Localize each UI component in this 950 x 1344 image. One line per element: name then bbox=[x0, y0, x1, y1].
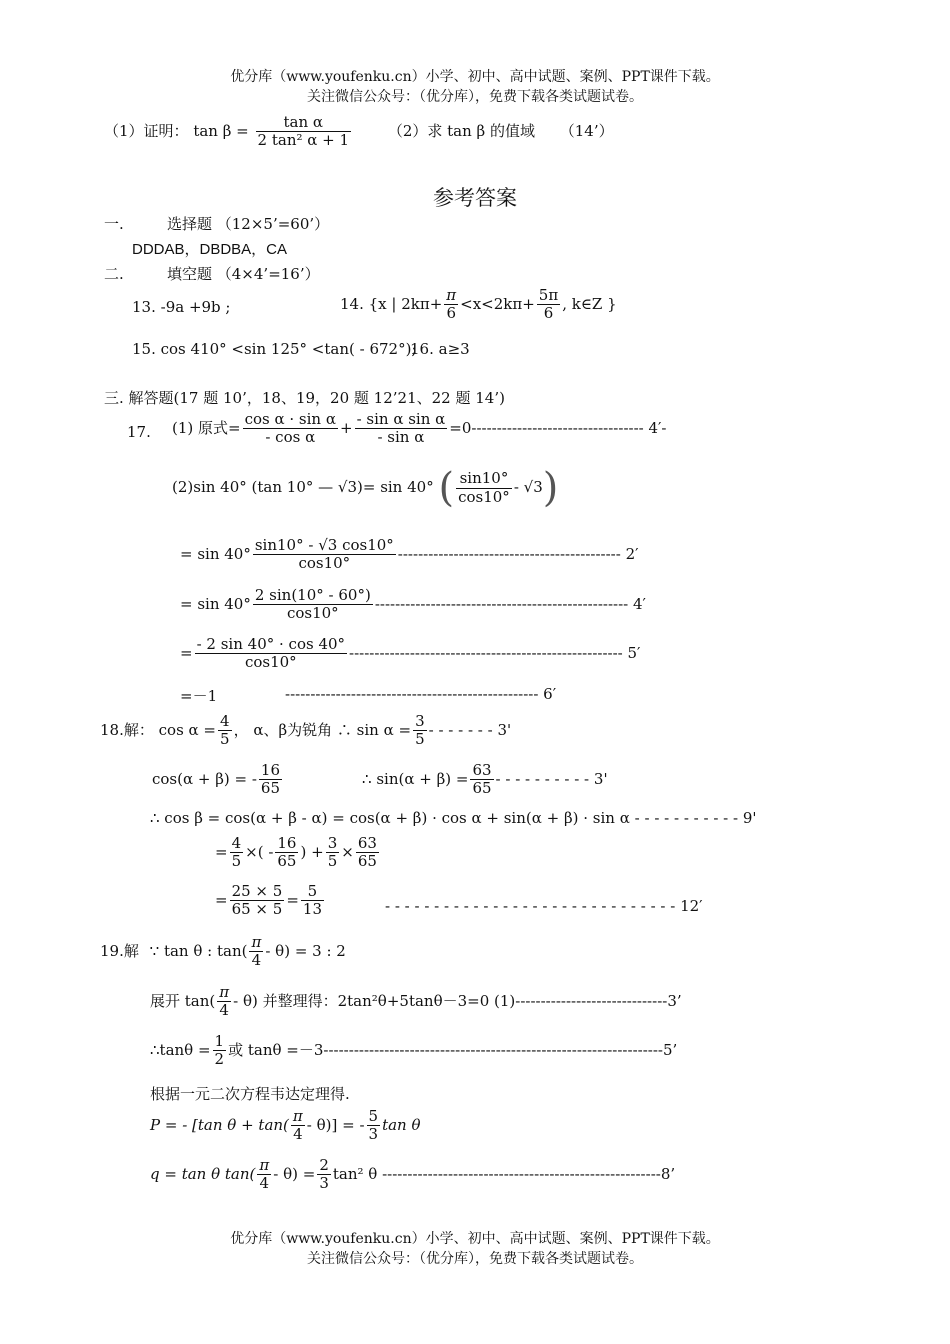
q18-l5-tail: - - - - - - - - - - - - - - - - - - - - - - - - - - - - - - 12′ bbox=[385, 897, 703, 915]
q18-l1-den: 5 bbox=[220, 730, 230, 749]
q19-line-5 bbox=[150, 1108, 421, 1144]
left-paren-icon: ( bbox=[438, 465, 455, 511]
section-2-text: 填空题 （4×4’=16’） bbox=[167, 265, 320, 283]
q17-p2-f-num: sin10° bbox=[456, 470, 512, 488]
q18-l2-b: ∴ sin(α + β) = bbox=[362, 769, 469, 788]
footer-line-2: 关注微信公众号：（优分库），免费下载各类试题试卷。 bbox=[307, 1251, 643, 1267]
q17-s3-den: cos10° bbox=[244, 653, 297, 672]
q17-p1-f2-num: - sin α sin α bbox=[356, 410, 446, 428]
section-1-label: 一. bbox=[104, 215, 124, 233]
q18-l4-n3: 3 bbox=[327, 834, 338, 852]
q22-part2: （2）求 tan β 的值域 bbox=[387, 121, 535, 140]
q17-s1-frac bbox=[253, 537, 396, 573]
q18-l5-frac-1 bbox=[230, 883, 285, 919]
q17-s2-tail: -------------------------------------------------- 4′ bbox=[374, 594, 646, 613]
q18-l4-d1: 5 bbox=[231, 852, 242, 871]
q19-l2-num: π bbox=[219, 983, 230, 1001]
q19-l6-frac-2 bbox=[317, 1157, 331, 1193]
q14-f2-den: 6 bbox=[543, 304, 554, 323]
q22-fraction-num: tan α bbox=[256, 114, 352, 132]
q18-l4-frac-4 bbox=[356, 835, 379, 871]
q19-line-3 bbox=[150, 1033, 677, 1069]
q19-line-4: 根据一元二次方程韦达定理得. bbox=[150, 1085, 350, 1103]
q19-l6-b: - θ) = bbox=[273, 1164, 316, 1183]
q19-l6-den2: 3 bbox=[319, 1174, 329, 1193]
q19-l3-frac bbox=[213, 1033, 227, 1069]
q18-l4-d4: 65 bbox=[357, 852, 377, 871]
q14-f1-num: π bbox=[446, 286, 457, 304]
q17-p2-prefix: (2)sin 40° (tan 10° — √3)= sin 40° bbox=[172, 478, 434, 496]
q19-l2-den: 4 bbox=[219, 1001, 229, 1020]
q17-step-4-tail: -------------------------------------------------- 6′ bbox=[285, 685, 557, 703]
q19-l1-b: - θ) = 3 : 2 bbox=[265, 941, 346, 960]
q18-l4-d2: 65 bbox=[277, 852, 297, 871]
q14-frac-2 bbox=[537, 287, 560, 323]
q17-s2-prefix: = sin 40° bbox=[180, 594, 251, 613]
q18-l2-den: 65 bbox=[260, 779, 281, 798]
q19-l6-den: 4 bbox=[259, 1174, 270, 1193]
q19-l3-a: ∴tanθ = bbox=[150, 1040, 211, 1059]
q19-l5-num2: 5 bbox=[368, 1107, 379, 1125]
footer-line-1: 优分库（www.youfenku.cn）小学、初中、高中试题、案例、PPT课件下载。 bbox=[230, 1231, 720, 1247]
q19-l2-frac bbox=[217, 984, 231, 1020]
q17-p1-prefix: (1) 原式= bbox=[172, 418, 241, 437]
q19-l6-num: π bbox=[259, 1156, 270, 1174]
header-line-2: 关注微信公众号：（优分库），免费下载各类试题试卷。 bbox=[307, 89, 643, 105]
q18-l5-d2: 13 bbox=[302, 900, 322, 919]
q17-p1-result: =0---------------------------------- 4′- bbox=[449, 418, 667, 437]
q17-p2-tail: - √3 bbox=[513, 478, 543, 496]
q18-l2-tail: - - - - - - - - - - 3' bbox=[495, 769, 608, 788]
q22-part1-prefix: （1）证明： bbox=[104, 121, 189, 140]
q18-label: 18.解： bbox=[100, 720, 154, 739]
q19-l3-den: 2 bbox=[214, 1050, 225, 1069]
q17-label: 17. bbox=[127, 423, 151, 441]
q19-label: 19.解 bbox=[100, 941, 139, 960]
q18-l5-n2: 5 bbox=[301, 883, 324, 901]
section-2-label: 二. bbox=[104, 265, 124, 283]
q18-l5-b: = bbox=[286, 890, 299, 909]
q19-l6-c: tan² θ -------------------------------------------------------8’ bbox=[332, 1164, 676, 1183]
q19-l1-den: 4 bbox=[251, 951, 262, 970]
q18-l1-a: cos α = bbox=[158, 720, 217, 739]
q19-l5-den: 4 bbox=[293, 1125, 303, 1144]
q18-l2-num: 16 bbox=[260, 761, 281, 779]
q19-l2-a: 展开 tan( bbox=[150, 991, 216, 1010]
q22-fraction-den: 2 tan² α + 1 bbox=[257, 131, 350, 150]
q17-p2-frac bbox=[456, 470, 512, 506]
q18-l4-n1: 4 bbox=[231, 834, 242, 852]
q17-p1-f1-num: cos α · sin α bbox=[244, 410, 336, 428]
q19-l5-frac-1 bbox=[291, 1108, 305, 1144]
q17-s1-num: sin10° - √3 cos10° bbox=[254, 536, 394, 554]
fill-q16: 16. a≥3 bbox=[410, 340, 470, 358]
q18-l2-a: cos(α + β) = - bbox=[152, 769, 257, 788]
q17-s2-frac bbox=[253, 587, 373, 623]
q19-l5-num: π bbox=[292, 1107, 303, 1125]
q19-line-2 bbox=[150, 984, 682, 1020]
q18-l4-frac-3 bbox=[326, 835, 340, 871]
q14-f1-den: 6 bbox=[446, 304, 456, 323]
q19-l1-frac bbox=[249, 934, 263, 970]
q18-l1-b: ， α、β为锐角 ∴ sin α = bbox=[233, 720, 412, 739]
q18-l2-frac-1 bbox=[259, 762, 282, 798]
section-3-text: 三. 解答题(17 题 10’，18、19，20 题 12’21、22 题 14’) bbox=[104, 389, 505, 407]
q19-l2-b: - θ) 并整理得：2tan²θ+5tanθ－3=0 (1)------------------------------3’ bbox=[233, 991, 682, 1010]
q17-s1-den: cos10° bbox=[298, 554, 351, 573]
choice-answers: DDDAB，DBDBA，CA bbox=[132, 241, 288, 258]
right-paren-icon: ) bbox=[542, 465, 559, 511]
q17-s2-num: 2 sin(10° - 60°) bbox=[254, 586, 371, 604]
q18-l4-c: ) + bbox=[300, 842, 324, 861]
q17-step-2 bbox=[180, 587, 646, 623]
q14-frac-1 bbox=[444, 287, 458, 323]
fill-q13: 13. -9a +9b ; bbox=[132, 298, 231, 316]
q19-l1-a: ∵ tan θ : tan( bbox=[149, 941, 248, 960]
q18-l2-frac-2 bbox=[470, 762, 493, 798]
q14-mid: <x<2kπ+ bbox=[460, 294, 535, 313]
q14-suffix: , k∈Z } bbox=[562, 294, 617, 313]
fill-q15: 15. cos 410° <sin 125° <tan( - 672°); bbox=[132, 340, 417, 358]
q19-l6-a: q = tan θ tan( bbox=[150, 1164, 256, 1183]
q18-l3-tail: - - - - - - - - - - - 9' bbox=[634, 809, 757, 827]
q14-prefix: 14. {x | 2kπ+ bbox=[340, 294, 443, 313]
q19-l5-a: P = - [tan θ + tan( bbox=[150, 1115, 289, 1134]
q19-line-1 bbox=[100, 934, 346, 970]
q18-l2-num2: 63 bbox=[472, 761, 492, 779]
q17-step-1 bbox=[180, 537, 639, 573]
q18-l5-frac-2 bbox=[301, 883, 324, 919]
q18-line-2 bbox=[152, 762, 608, 798]
q17-s3-frac bbox=[195, 636, 347, 672]
q19-l5-den2: 3 bbox=[368, 1125, 379, 1144]
answer-title bbox=[0, 182, 950, 212]
q18-l4-a: = bbox=[215, 842, 228, 861]
section-1-text: 选择题 （12×5’=60’） bbox=[167, 215, 330, 233]
answer-title-text: 参考答案 bbox=[433, 186, 517, 210]
q18-l5-a: = bbox=[215, 890, 228, 909]
q18-l4-frac-2 bbox=[275, 835, 298, 871]
q18-l1-frac-1 bbox=[218, 713, 232, 749]
q22-lhs: tan β = bbox=[193, 121, 249, 140]
q19-l3-b: 或 tanθ =－3-------------------------------------------------------------------5’ bbox=[228, 1040, 678, 1059]
q22-line bbox=[104, 114, 614, 150]
q18-line-4 bbox=[215, 835, 381, 871]
q18-l3: ∴ cos β = cos(α + β - α) = cos(α + β) · cos α + sin(α + β) · sin α bbox=[150, 809, 630, 827]
q19-l5-b: - θ)] = - bbox=[306, 1115, 365, 1134]
q17-p1-f2-den: - sin α bbox=[377, 428, 425, 447]
q18-l4-d3: 5 bbox=[327, 852, 338, 871]
q18-l4-d: × bbox=[341, 842, 354, 861]
q19-line-6 bbox=[150, 1157, 675, 1193]
fill-q14 bbox=[340, 287, 617, 323]
q19-l5-frac-2 bbox=[367, 1108, 381, 1144]
q19-l6-frac-1 bbox=[257, 1157, 271, 1193]
q17-step-4: =－1 bbox=[180, 687, 218, 705]
q17-s3-num: - 2 sin 40° · cos 40° bbox=[196, 635, 346, 653]
q18-line-3 bbox=[150, 809, 757, 827]
q18-l1-frac-2 bbox=[413, 713, 427, 749]
q17-s1-tail: -------------------------------------------- 2′ bbox=[397, 544, 639, 563]
header-line-1: 优分库（www.youfenku.cn）小学、初中、高中试题、案例、PPT课件下载。 bbox=[230, 69, 720, 85]
q17-part1 bbox=[172, 411, 667, 447]
q17-s2-den: cos10° bbox=[286, 604, 339, 623]
q18-l4-n2: 16 bbox=[277, 834, 297, 852]
q17-s1-prefix: = sin 40° bbox=[180, 544, 251, 563]
q18-l5-n1: 25 × 5 bbox=[231, 882, 283, 900]
q18-line-5 bbox=[215, 883, 326, 919]
q17-p1-plus: + bbox=[339, 418, 353, 437]
q18-l2-den2: 65 bbox=[472, 779, 492, 798]
q17-p1-frac-1 bbox=[243, 411, 338, 447]
q14-f2-num: 5π bbox=[538, 286, 559, 304]
q18-l4-n4: 63 bbox=[357, 834, 377, 852]
q18-l1-num: 4 bbox=[220, 712, 230, 730]
q18-line-1 bbox=[100, 713, 511, 749]
q17-s3-prefix: = bbox=[180, 643, 193, 662]
q19-l3-num: 1 bbox=[214, 1032, 225, 1050]
q22-fraction bbox=[256, 114, 352, 150]
q17-part2 bbox=[172, 465, 559, 511]
q17-p1-frac-2 bbox=[355, 411, 448, 447]
q19-l6-num2: 2 bbox=[319, 1156, 329, 1174]
q18-l1-num2: 3 bbox=[415, 712, 425, 730]
q18-l5-d1: 65 × 5 bbox=[231, 900, 283, 919]
q17-p1-f1-den: - cos α bbox=[265, 428, 316, 447]
q18-l4-frac-1 bbox=[230, 835, 244, 871]
q17-step-3 bbox=[180, 636, 640, 672]
q17-s3-tail: ------------------------------------------------------ 5′ bbox=[349, 643, 641, 662]
q17-p2-f-den: cos10° bbox=[458, 487, 510, 506]
q19-l1-num: π bbox=[251, 933, 262, 951]
q18-l1-den2: 5 bbox=[415, 730, 425, 749]
q22-score: （14’） bbox=[559, 121, 614, 140]
q18-l1-tail: - - - - - - - 3' bbox=[428, 720, 512, 739]
q18-l4-b: ×( - bbox=[245, 842, 274, 861]
q19-l5-c: tan θ bbox=[382, 1115, 421, 1134]
